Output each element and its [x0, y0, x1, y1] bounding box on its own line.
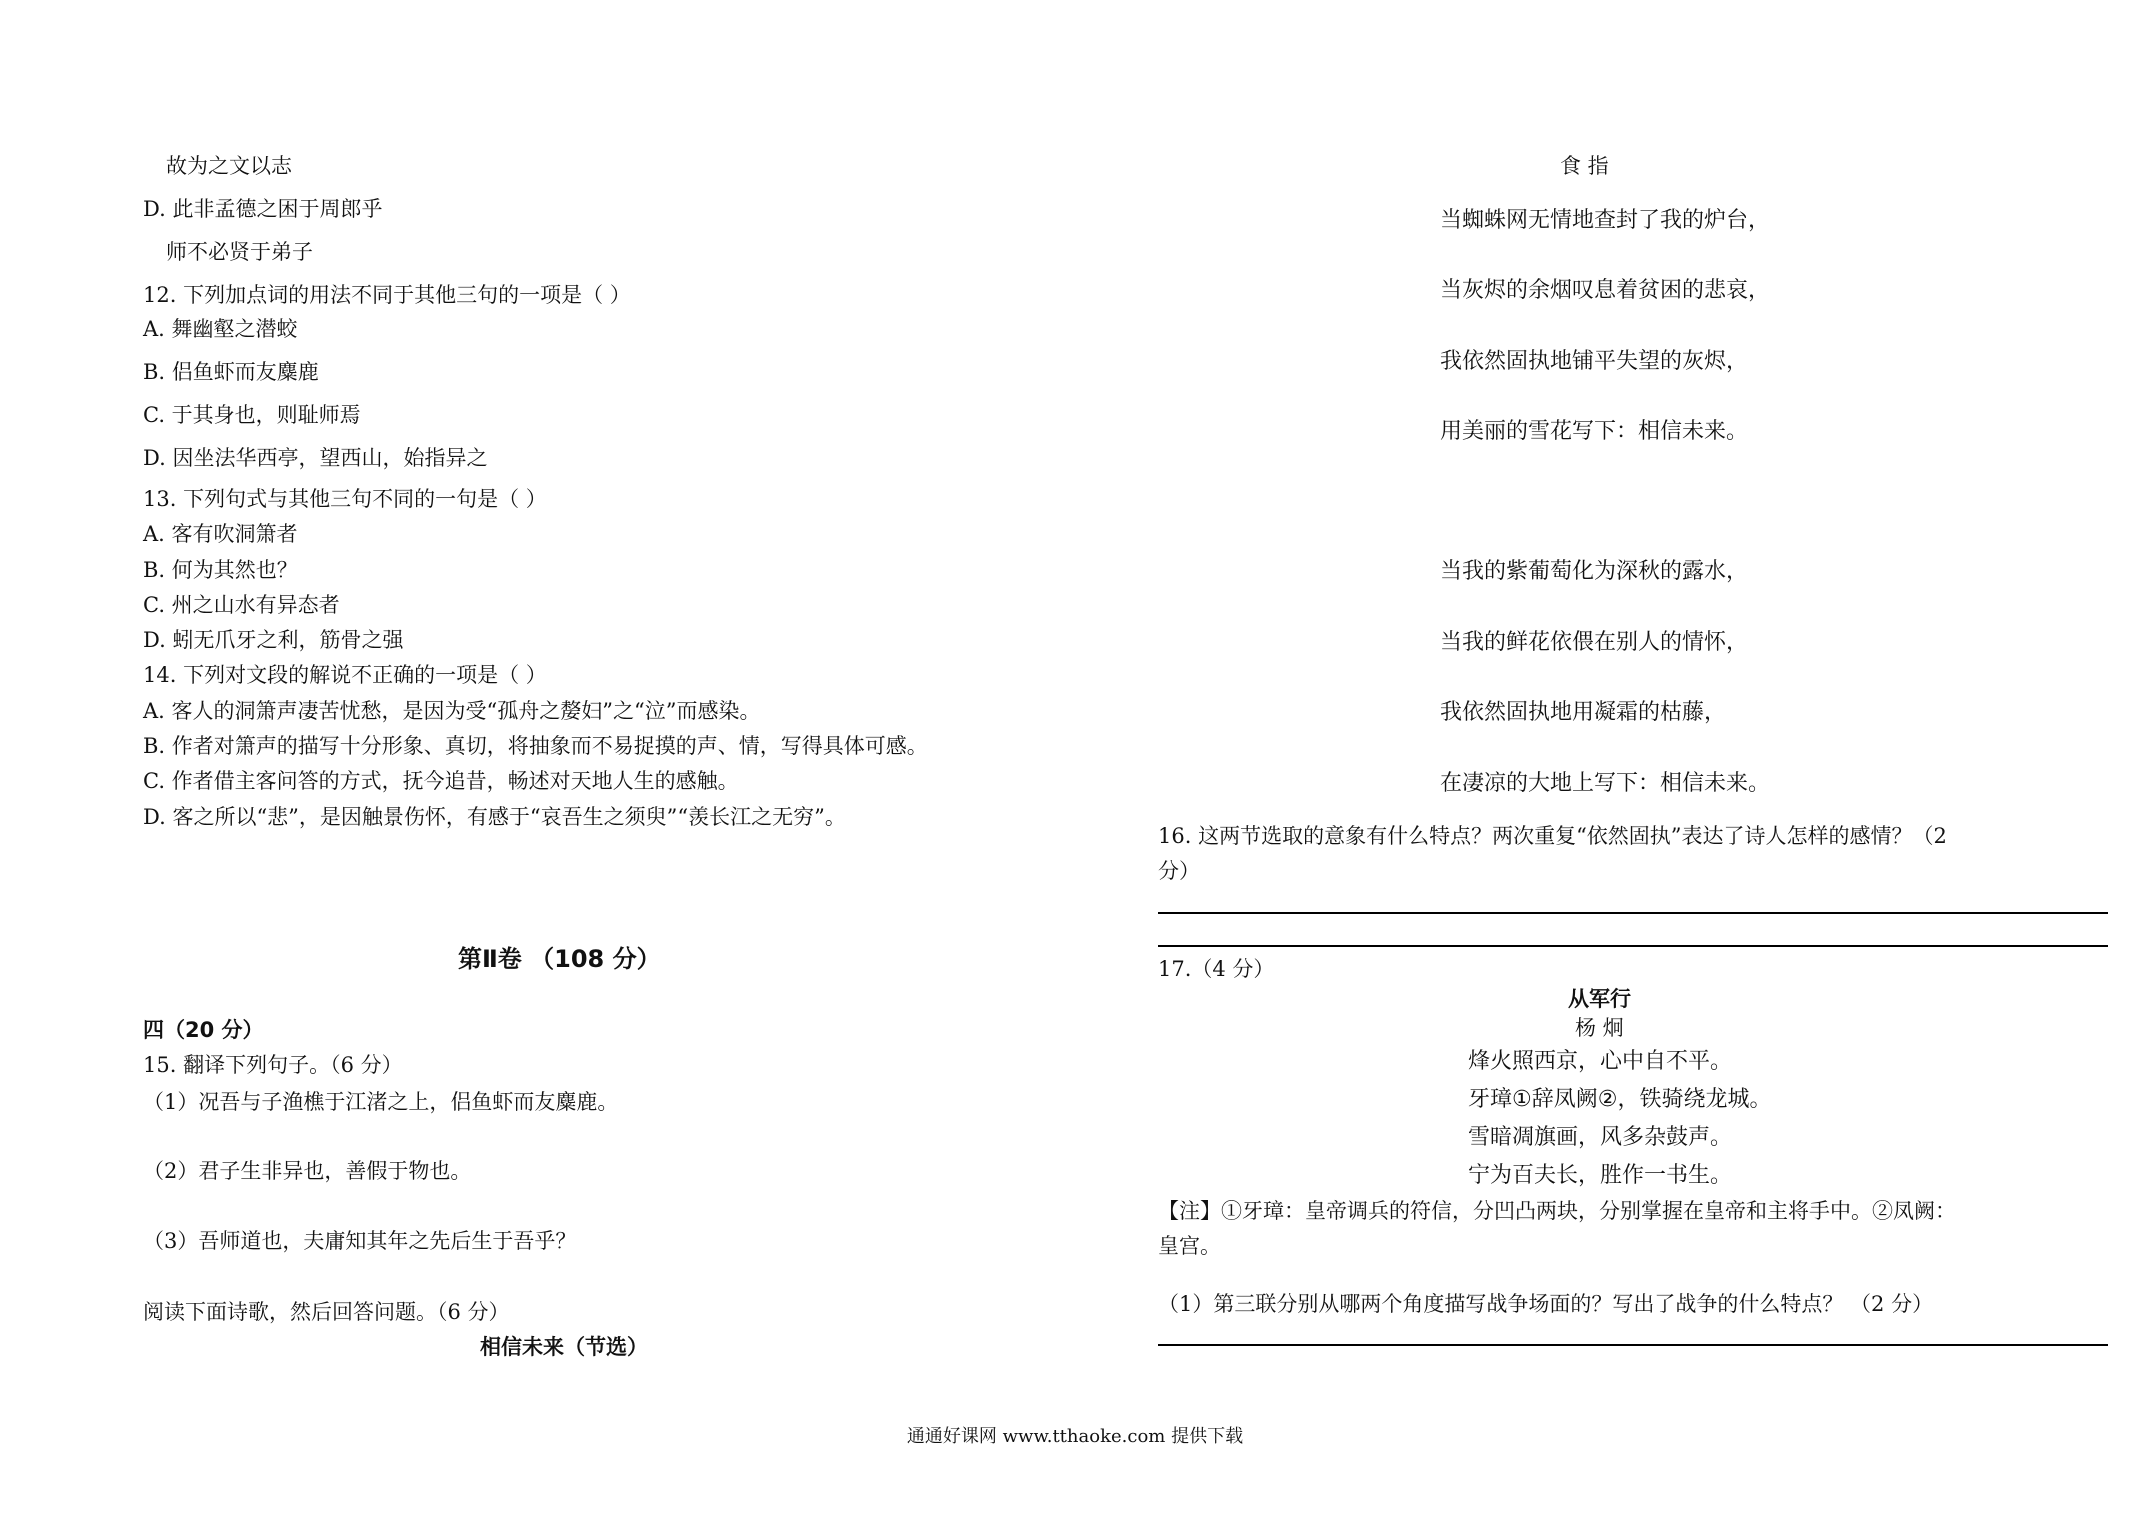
question-14: 14. 下列对文段的解说不正确的一项是（ ） — [143, 663, 547, 687]
poem2-line: 宁为百夫长，胜作一书生。 — [1468, 1163, 1733, 1188]
poem-line: 当灰烬的余烟叹息着贫困的悲哀， — [1440, 278, 1771, 303]
poem-line: 当我的紫葡萄化为深秋的露水， — [1440, 559, 1749, 584]
option-text: D. 蚓无爪牙之利，筋骨之强 — [143, 628, 404, 652]
reading-instruction: 阅读下面诗歌，然后回答问题。（6 分） — [143, 1300, 510, 1324]
option-text: C. 于其身也，则耻师焉 — [143, 403, 361, 427]
question-16-cont: 分） — [1158, 859, 1200, 883]
option-text: D. 此非孟德之困于周郎乎 — [143, 197, 383, 221]
option-text: C. 作者借主客问答的方式，抚今追昔，畅述对天地人生的感触。 — [143, 769, 739, 793]
option-text: C. 州之山水有异态者 — [143, 593, 340, 617]
option-text: D. 因坐法华西亭，望西山，始指异之 — [143, 446, 488, 470]
poem-line: 在凄凉的大地上写下：相信未来。 — [1440, 771, 1771, 796]
poem-line: 我依然固执地铺平失望的灰烬， — [1440, 349, 1749, 374]
option-text: B. 何为其然也？ — [143, 558, 298, 582]
question-12: 12. 下列加点词的用法不同于其他三句的一项是（ ） — [143, 283, 631, 307]
poem-line: 当蜘蛛网无情地查封了我的炉台， — [1440, 208, 1771, 233]
option-text: D. 客之所以“悲”，是因触景伤怀，有感于“哀吾生之须臾”“羡长江之无穷”。 — [143, 805, 846, 829]
poem-line: 当我的鲜花依偎在别人的情怀， — [1440, 630, 1749, 655]
question-15: 15. 翻译下列句子。（6 分） — [143, 1053, 403, 1077]
option-text: B. 侣鱼虾而友麋鹿 — [143, 360, 319, 384]
question-13: 13. 下列句式与其他三句不同的一句是（ ） — [143, 487, 547, 511]
line-text: 故为之文以志 — [166, 154, 292, 178]
poem-line: 我依然固执地用凝霜的枯藤， — [1440, 700, 1727, 725]
answer-line — [1158, 1344, 2108, 1346]
poem2-line: 牙璋①辞凤阙②，铁骑绕龙城。 — [1468, 1087, 1772, 1112]
answer-line — [1158, 945, 2108, 947]
option-text: A. 客人的洞箫声凄苦忧愁，是因为受“孤舟之嫠妇”之“泣”而感染。 — [143, 699, 761, 723]
poem2-title: 从军行 — [1568, 987, 1631, 1011]
sentence-1: （1）况吾与子渔樵于江渚之上，侣鱼虾而友麋鹿。 — [143, 1090, 619, 1114]
poem-title: 相信未来（节选） — [480, 1335, 648, 1359]
poem2-note-cont: 皇宫。 — [1158, 1234, 1221, 1258]
line-text: 师不必贤于弟子 — [166, 240, 313, 264]
option-text: A. 舞幽壑之潜蛟 — [143, 317, 298, 341]
option-text: A. 客有吹洞箫者 — [143, 522, 298, 546]
sentence-3: （3）吾师道也，夫庸知其年之先后生于吾乎？ — [143, 1229, 577, 1253]
section-heading: 第Ⅱ卷 （108 分） — [458, 945, 661, 973]
poem-line: 用美丽的雪花写下：相信未来。 — [1440, 419, 1749, 444]
sentence-2: （2）君子生非异也，善假于物也。 — [143, 1159, 472, 1183]
poem2-line: 雪暗凋旗画，风多杂鼓声。 — [1468, 1125, 1733, 1150]
poem2-author: 杨 炯 — [1575, 1016, 1624, 1040]
answer-line — [1158, 912, 2108, 914]
question-17-1: （1）第三联分别从哪两个角度描写战争场面的？写出了战争的什么特点？ （2 分） — [1158, 1292, 1934, 1316]
poem-author: 食 指 — [1560, 154, 1609, 178]
page-footer: 通通好课网 www.tthaoke.com 提供下载 — [906, 1426, 1244, 1447]
poem2-line: 烽火照西京，心中自不平。 — [1468, 1049, 1733, 1074]
question-17: 17.（4 分） — [1158, 957, 1275, 981]
question-16: 16. 这两节选取的意象有什么特点？两次重复“依然固执”表达了诗人怎样的感情？（2 — [1158, 824, 1947, 848]
part-heading: 四（20 分） — [143, 1018, 264, 1042]
option-text: B. 作者对箫声的描写十分形象、真切，将抽象而不易捉摸的声、情，写得具体可感。 — [143, 734, 928, 758]
poem2-note: 【注】①牙璋：皇帝调兵的符信，分凹凸两块，分别掌握在皇帝和主将手中。②凤阙： — [1158, 1199, 1956, 1223]
